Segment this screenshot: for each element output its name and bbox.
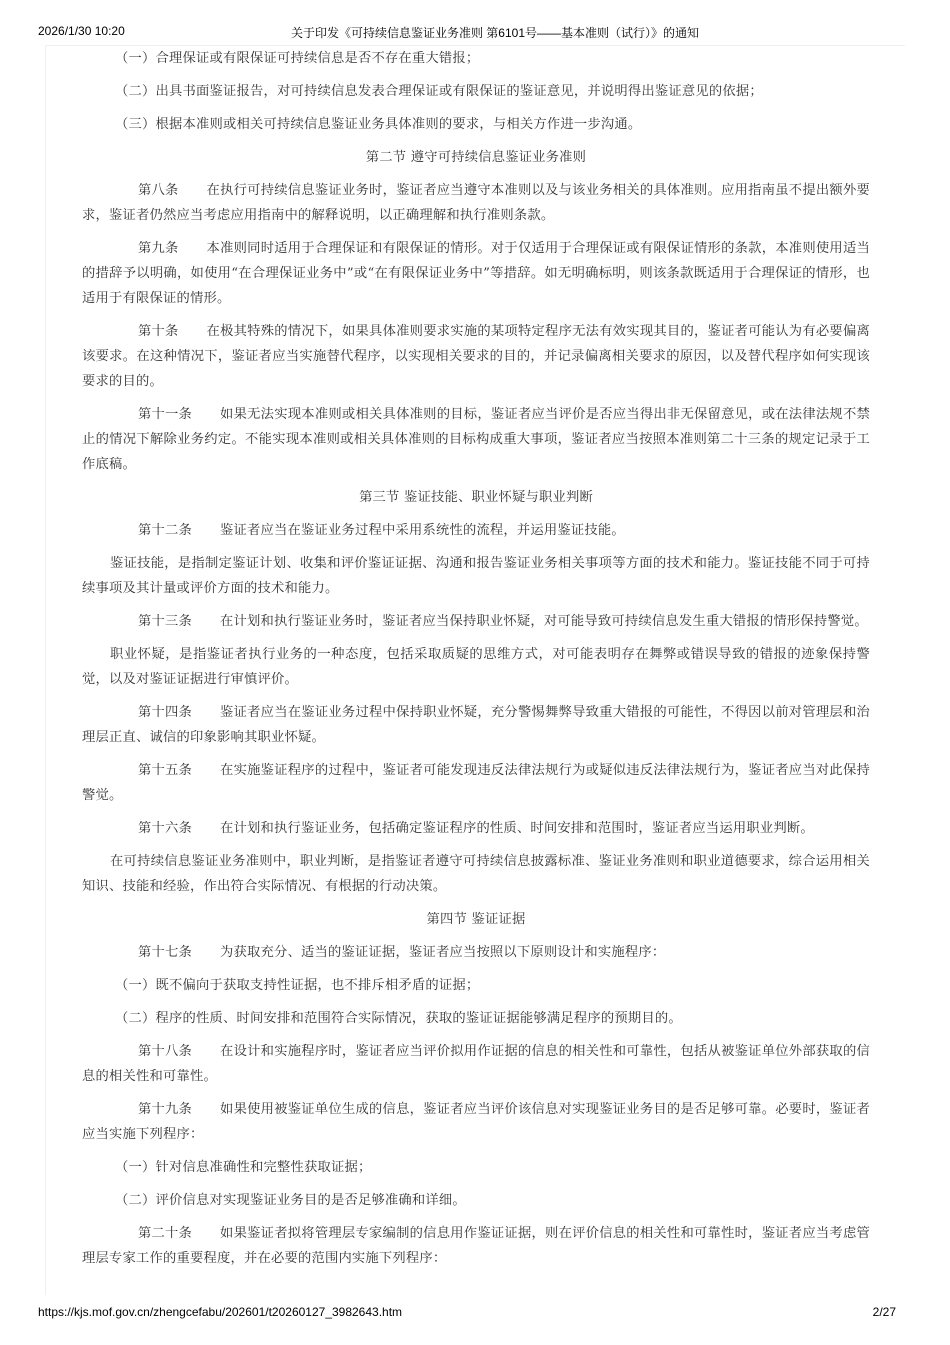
paragraph: 职业怀疑，是指鉴证者执行业务的一种态度，包括采取质疑的思维方式，对可能表明存在舞弊或错误导致的错报的迹象保持警觉，以及对鉴证证据进行审慎评价。 <box>82 647 870 687</box>
article-label: 第二十条 <box>138 1226 192 1241</box>
list-item: （二）评价信息对实现鉴证业务目的是否足够准确和详细。 <box>115 1193 466 1208</box>
article-label: 第十三条 <box>138 614 192 629</box>
article-label: 第八条 <box>138 183 179 198</box>
article-18 <box>82 1039 870 1089</box>
article-label: 第十四条 <box>138 705 192 720</box>
paragraph: 鉴证技能，是指制定鉴证计划、收集和评价鉴证证据、沟通和报告鉴证业务相关事项等方面的技术和能力。鉴证技能不同于可持续事项及其计量或评价方面的技术和能力。 <box>82 556 870 596</box>
page-url: https://kjs.mof.gov.cn/zhengcefabu/202601/t20260127_3982643.htm <box>38 1305 403 1319</box>
list-item: （二）出具书面鉴证报告，对可持续信息发表合理保证或有限保证的鉴证意见，并说明得出鉴证意见的依据； <box>115 84 763 99</box>
print-header <box>38 22 912 42</box>
article-text: 鉴证者应当在鉴证业务过程中采用系统性的流程，并运用鉴证技能。 <box>220 523 625 538</box>
article-label: 第十九条 <box>138 1102 192 1117</box>
article-14 <box>82 700 870 750</box>
article-15 <box>82 758 870 808</box>
article-text: 如果无法实现本准则或相关具体准则的目标，鉴证者应当评价是否应当得出非无保留意见，或在法律法规不禁止的情况下解除业务约定。不能实现本准则或相关具体准则的目标构成重大事项，鉴证者应当按照本准则第二十三条的规定记录于工作底稿。 <box>82 407 870 472</box>
article-text: 在计划和执行鉴证业务，包括确定鉴证程序的性质、时间安排和范围时，鉴证者应当运用职业判断。 <box>220 821 814 836</box>
article-text: 在实施鉴证程序的过程中，鉴证者可能发现违反法律法规行为或疑似违反法律法规行为，鉴证者应当对此保持警觉。 <box>82 763 870 803</box>
document-body <box>82 46 870 1279</box>
section-heading: 第二节 遵守可持续信息鉴证业务准则 <box>365 150 587 165</box>
section-heading: 第四节 鉴证证据 <box>426 912 526 927</box>
article-19 <box>82 1097 870 1147</box>
article-label: 第十七条 <box>138 945 192 960</box>
print-footer <box>38 1305 912 1325</box>
article-9 <box>82 236 870 311</box>
article-text: 如果鉴证者拟将管理层专家编制的信息用作鉴证证据，则在评价信息的相关性和可靠性时，鉴证者应当考虑管理层专家工作的重要程度，并在必要的范围内实施下列程序： <box>82 1226 870 1266</box>
paragraph: 在可持续信息鉴证业务准则中，职业判断，是指鉴证者遵守可持续信息披露标准、鉴证业务准则和职业道德要求，综合运用相关知识、技能和经验，作出符合实际情况、有根据的行动决策。 <box>82 854 870 894</box>
article-17 <box>82 940 870 965</box>
list-item: （一）既不偏向于获取支持性证据，也不排斥相矛盾的证据； <box>115 978 480 993</box>
article-label: 第十一条 <box>138 407 192 422</box>
article-16 <box>82 816 870 841</box>
article-label: 第九条 <box>138 241 179 256</box>
article-text: 如果使用被鉴证单位生成的信息，鉴证者应当评价该信息对实现鉴证业务目的是否足够可靠。必要时，鉴证者应当实施下列程序： <box>82 1102 870 1142</box>
article-11 <box>82 402 870 477</box>
section-heading: 第三节 鉴证技能、职业怀疑与职业判断 <box>359 490 593 505</box>
article-label: 第十二条 <box>138 523 192 538</box>
page-number: 2/27 <box>872 1305 896 1319</box>
article-text: 在执行可持续信息鉴证业务时，鉴证者应当遵守本准则以及与该业务相关的具体准则。应用指南虽不提出额外要求，鉴证者仍然应当考虑应用指南中的解释说明，以正确理解和执行准则条款。 <box>82 183 870 223</box>
article-label: 第十六条 <box>138 821 192 836</box>
article-13 <box>82 609 870 634</box>
article-20 <box>82 1221 870 1271</box>
article-text: 在计划和执行鉴证业务时，鉴证者应当保持职业怀疑，对可能导致可持续信息发生重大错报的情形保持警觉。 <box>220 614 868 629</box>
list-item: （一）合理保证或有限保证可持续信息是否不存在重大错报； <box>115 51 480 66</box>
article-text: 在极其特殊的情况下，如果具体准则要求实施的某项特定程序无法有效实现其目的，鉴证者可能认为有必要偏离该要求。在这种情况下，鉴证者应当实施替代程序，以实现相关要求的目的，并记录偏离相关要求的原因，以及替代程序如何实现该要求的目的。 <box>82 324 870 389</box>
article-8 <box>82 178 870 228</box>
article-text: 鉴证者应当在鉴证业务过程中保持职业怀疑，充分警惕舞弊导致重大错报的可能性，不得因以前对管理层和治理层正直、诚信的印象影响其职业怀疑。 <box>82 705 870 745</box>
article-10 <box>82 319 870 394</box>
list-item: （一）针对信息准确性和完整性获取证据； <box>115 1160 372 1175</box>
print-datetime: 2026/1/30 10:20 <box>38 24 125 38</box>
article-text: 本准则同时适用于合理保证和有限保证的情形。对于仅适用于合理保证或有限保证情形的条款，本准则使用适当的措辞予以明确，如使用“在合理保证业务中”或“在有限保证业务中”等措辞。如无明确标明，则该条款既适用于合理保证的情形，也适用于有限保证的情形。 <box>82 241 870 306</box>
list-item: （三）根据本准则或相关可持续信息鉴证业务具体准则的要求，与相关方作进一步沟通。 <box>115 117 642 132</box>
print-page-title: 关于印发《可持续信息鉴证业务准则 第6101号——基本准则（试行）》的通知 <box>290 26 700 40</box>
article-label: 第十五条 <box>138 763 192 778</box>
article-label: 第十条 <box>138 324 179 339</box>
article-label: 第十八条 <box>138 1044 192 1059</box>
article-12 <box>82 518 870 543</box>
article-text: 为获取充分、适当的鉴证证据，鉴证者应当按照以下原则设计和实施程序： <box>220 945 666 960</box>
list-item: （二）程序的性质、时间安排和范围符合实际情况，获取的鉴证证据能够满足程序的预期目的。 <box>115 1011 682 1026</box>
article-text: 在设计和实施程序时，鉴证者应当评价拟用作证据的信息的相关性和可靠性，包括从被鉴证单位外部获取的信息的相关性和可靠性。 <box>82 1044 870 1084</box>
